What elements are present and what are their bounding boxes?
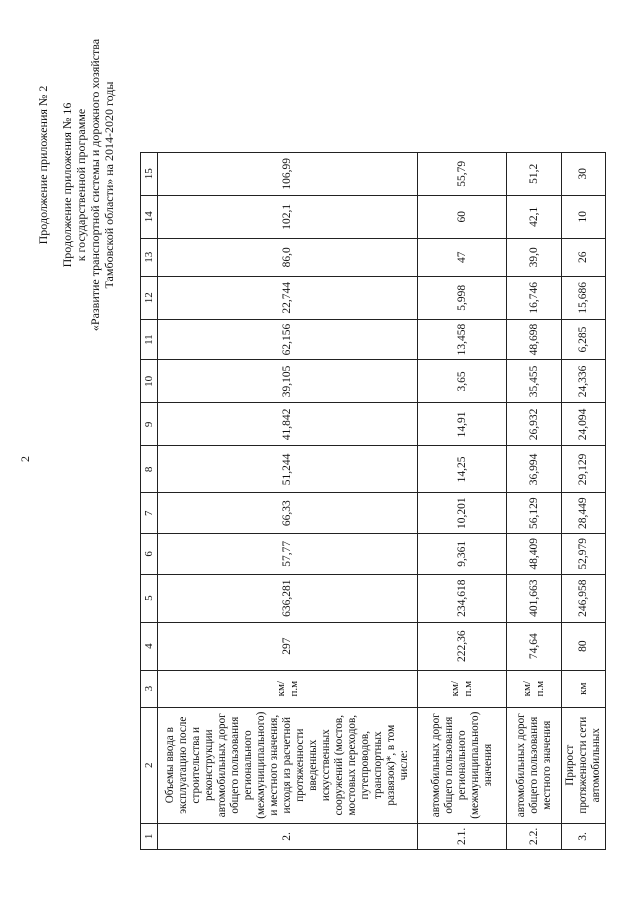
- table-row: [562, 152, 606, 849]
- value-cell: 102,1: [158, 195, 418, 238]
- column-number: 11: [141, 319, 158, 360]
- indicator-name: автомобильных дорог общего пользования регионального (межмуниципального) значения: [418, 707, 507, 823]
- program-ref-line: к государственной программе: [74, 108, 88, 262]
- value-cell: 5,998: [418, 276, 507, 319]
- value-cell: 22,744: [158, 276, 418, 319]
- value-cell: 48,409: [507, 534, 562, 575]
- value-cell: 42,1: [507, 195, 562, 238]
- value-cell: 234,618: [418, 574, 507, 622]
- value-cell: 9,361: [418, 534, 507, 575]
- row-number: 2.1.: [418, 823, 507, 849]
- unit-cell: км/ п.м: [507, 670, 562, 707]
- row-number: 3.: [562, 823, 606, 849]
- value-cell: 24,094: [562, 403, 606, 446]
- value-cell: 6,285: [562, 319, 606, 360]
- row-number: 2.2.: [507, 823, 562, 849]
- value-cell: 41,842: [158, 403, 418, 446]
- column-number: 8: [141, 446, 158, 493]
- program-name-line: «Развитие транспортной системы и дорожного хозяйства: [88, 38, 102, 332]
- value-cell: 57,77: [158, 534, 418, 575]
- column-number-row: [141, 152, 158, 849]
- value-cell: 51,244: [158, 446, 418, 493]
- indicator-name: Объемы ввода в эксплуатацию после строительства и реконструкции автомобильных дорог общего пользования регионального (межмуниципального) и местного значения, исходя из расчетной протяженности введенных искусственных сооружений (мостов, мостовых переходов, путепроводов, транспортных развязок)*, в том числе:: [158, 707, 418, 823]
- value-cell: 62,156: [158, 319, 418, 360]
- column-number: 13: [141, 238, 158, 276]
- indicator-name: автомобильных дорог общего пользования местного значения: [507, 707, 562, 823]
- value-cell: 30: [562, 152, 606, 195]
- value-cell: 55,79: [418, 152, 507, 195]
- value-cell: 222,36: [418, 622, 507, 670]
- value-cell: 51,2: [507, 152, 562, 195]
- value-cell: 39,105: [158, 360, 418, 403]
- value-cell: 66,33: [158, 493, 418, 534]
- value-cell: 86,0: [158, 238, 418, 276]
- value-cell: 13,458: [418, 319, 507, 360]
- value-cell: 35,455: [507, 360, 562, 403]
- column-number: 7: [141, 493, 158, 534]
- row-number: 2.: [158, 823, 418, 849]
- value-cell: 74,64: [507, 622, 562, 670]
- value-cell: 28,449: [562, 493, 606, 534]
- value-cell: 26: [562, 238, 606, 276]
- column-number: 10: [141, 360, 158, 403]
- value-cell: 29,129: [562, 446, 606, 493]
- unit-cell: км/ п.м: [418, 670, 507, 707]
- appendix-number-line: Продолжение приложения № 16: [60, 102, 74, 268]
- program-region-line: Тамбовской области» на 2014-2020 годы: [102, 81, 116, 289]
- column-number: 14: [141, 195, 158, 238]
- value-cell: 48,698: [507, 319, 562, 360]
- unit-cell: км: [562, 670, 606, 707]
- value-cell: 80: [562, 622, 606, 670]
- value-cell: 52,979: [562, 534, 606, 575]
- table-row: [418, 152, 507, 849]
- column-number: 15: [141, 152, 158, 195]
- value-cell: 39,0: [507, 238, 562, 276]
- column-number: 6: [141, 534, 158, 575]
- column-number: 9: [141, 403, 158, 446]
- value-cell: 10: [562, 195, 606, 238]
- appendix-continuation-title: Продолжение приложения № 2: [36, 85, 50, 245]
- table-row: [507, 152, 562, 849]
- value-cell: 636,281: [158, 574, 418, 622]
- value-cell: 14,25: [418, 446, 507, 493]
- value-cell: 3,65: [418, 360, 507, 403]
- value-cell: 16,746: [507, 276, 562, 319]
- value-cell: 297: [158, 622, 418, 670]
- column-number: 4: [141, 622, 158, 670]
- indicators-table: [140, 152, 606, 850]
- table-row: [158, 152, 418, 849]
- value-cell: 26,932: [507, 403, 562, 446]
- column-number: 1: [141, 823, 158, 849]
- unit-cell: км/ п.м: [158, 670, 418, 707]
- value-cell: 14,91: [418, 403, 507, 446]
- value-cell: 246,958: [562, 574, 606, 622]
- value-cell: 106,99: [158, 152, 418, 195]
- value-cell: 24,336: [562, 360, 606, 403]
- value-cell: 60: [418, 195, 507, 238]
- value-cell: 56,129: [507, 493, 562, 534]
- appendix-header-block: [60, 25, 116, 345]
- column-number: 2: [141, 707, 158, 823]
- column-number: 5: [141, 574, 158, 622]
- value-cell: 401,663: [507, 574, 562, 622]
- value-cell: 15,686: [562, 276, 606, 319]
- value-cell: 36,994: [507, 446, 562, 493]
- indicator-name: Прирост протяженности сети автомобильных: [562, 707, 606, 823]
- column-number: 12: [141, 276, 158, 319]
- column-number: 3: [141, 670, 158, 707]
- value-cell: 10,201: [418, 493, 507, 534]
- page-number: 2: [18, 456, 32, 462]
- value-cell: 47: [418, 238, 507, 276]
